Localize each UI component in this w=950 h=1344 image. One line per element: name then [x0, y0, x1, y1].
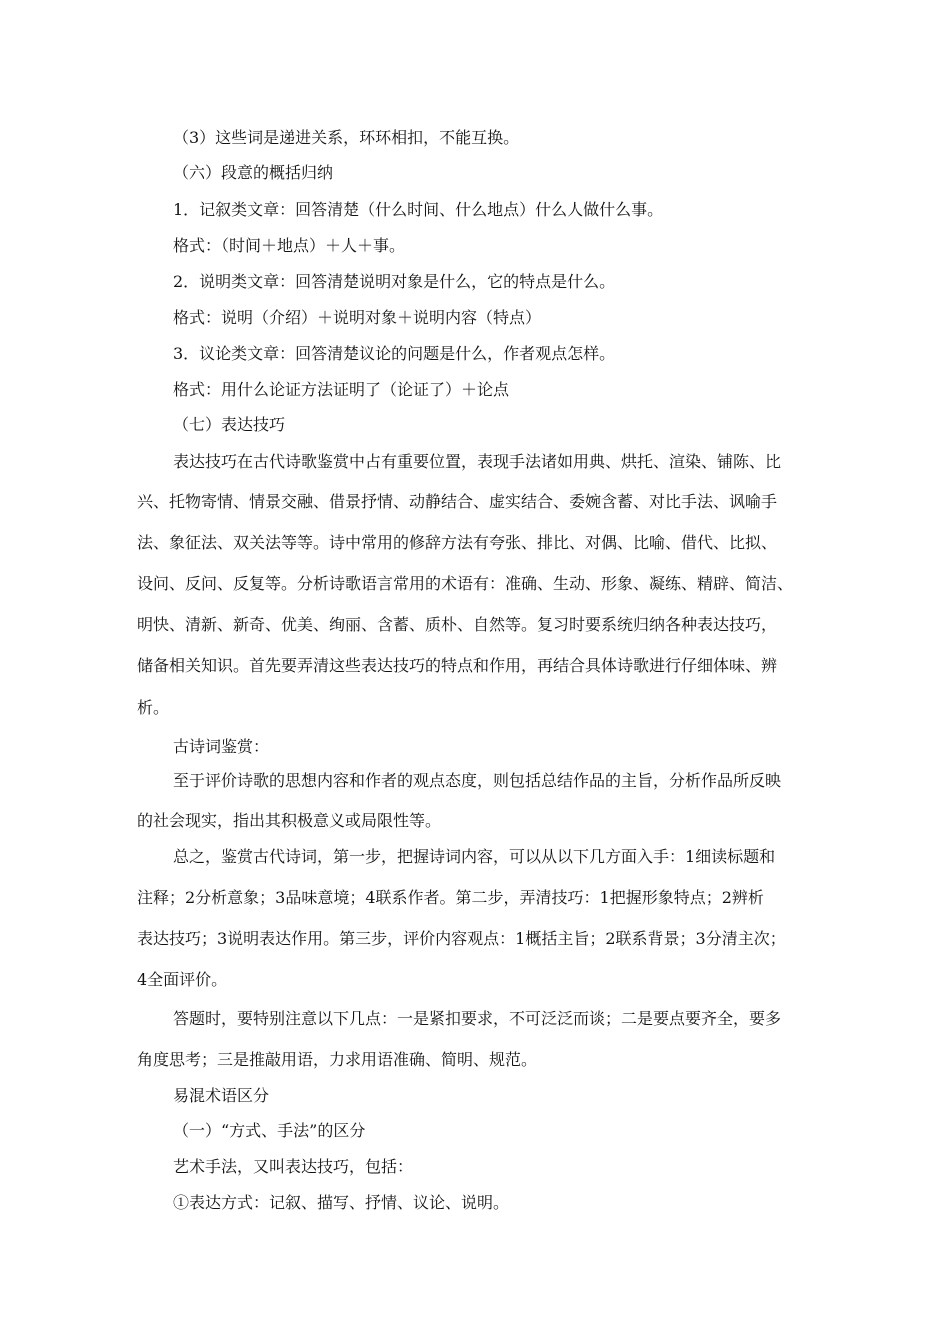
paragraph-line: 储备相关知识。首先要弄清这些表达技巧的特点和作用，再结合具体诗歌进行仔细体味、辨 — [137, 656, 778, 675]
section-heading: （六）段意的概括归纳 — [173, 163, 334, 182]
paragraph-line: 注释；2分析意象；3品味意境；4联系作者。第二步，弄清技巧：1把握形象特点；2辨析 — [137, 888, 764, 907]
section-heading: （一）“方式、手法”的区分 — [173, 1121, 366, 1140]
text-line: ①表达方式：记叙、描写、抒情、议论、说明。 — [173, 1193, 510, 1212]
text-line: （3）这些词是递进关系，环环相扣，不能互换。 — [173, 128, 520, 147]
paragraph-line: 表达技巧在古代诗歌鉴赏中占有重要位置，表现手法诸如用典、烘托、渲染、铺陈、比 — [173, 452, 782, 471]
paragraph-line: 的社会现实，指出其积极意义或局限性等。 — [137, 811, 442, 830]
paragraph-line: 法、象征法、双关法等等。诗中常用的修辞方法有夸张、排比、对偶、比喻、借代、比拟、 — [137, 533, 778, 552]
text-line: 格式：用什么论证方法证明了（论证了）＋论点 — [173, 380, 510, 399]
text-line: 格式：说明（介绍）＋说明对象＋说明内容（特点） — [173, 308, 542, 327]
paragraph-line: 角度思考；三是推敲用语，力求用语准确、简明、规范。 — [137, 1050, 538, 1069]
text-line: 艺术手法，又叫表达技巧，包括： — [173, 1157, 414, 1176]
paragraph-line: 析。 — [137, 698, 170, 717]
section-heading: 古诗词鉴赏： — [173, 737, 270, 756]
text-line: 1．记叙类文章：回答清楚（什么时间、什么地点）什么人做什么事。 — [173, 200, 664, 219]
paragraph-line: 4全面评价。 — [137, 970, 228, 989]
paragraph-line: 表达技巧；3说明表达作用。第三步，评价内容观点：1概括主旨；2联系背景；3分清主次； — [137, 929, 786, 948]
paragraph-line: 设问、反问、反复等。分析诗歌语言常用的术语有：准确、生动、形象、凝练、精辟、简洁、 — [137, 574, 794, 593]
text-line: 格式：（时间＋地点）＋人＋事。 — [173, 236, 406, 255]
paragraph-line: 至于评价诗歌的思想内容和作者的观点态度，则包括总结作品的主旨，分析作品所反映 — [173, 771, 782, 790]
paragraph-line: 总之，鉴赏古代诗词，第一步，把握诗词内容，可以从以下几方面入手：1细读标题和 — [173, 847, 776, 866]
paragraph-line: 明快、清新、新奇、优美、绚丽、含蓄、质朴、自然等。复习时要系统归纳各种表达技巧， — [137, 615, 778, 634]
paragraph-line: 兴、托物寄情、情景交融、借景抒情、动静结合、虚实结合、委婉含蓄、对比手法、讽喻手 — [137, 492, 778, 511]
paragraph-line: 答题时，要特别注意以下几点：一是紧扣要求，不可泛泛而谈；二是要点要齐全，要多 — [173, 1009, 782, 1028]
section-heading: （七）表达技巧 — [173, 415, 286, 434]
section-heading: 易混术语区分 — [173, 1086, 270, 1105]
text-line: 3．议论类文章：回答清楚议论的问题是什么，作者观点怎样。 — [173, 344, 616, 363]
text-line: 2．说明类文章：回答清楚说明对象是什么，它的特点是什么。 — [173, 272, 616, 291]
